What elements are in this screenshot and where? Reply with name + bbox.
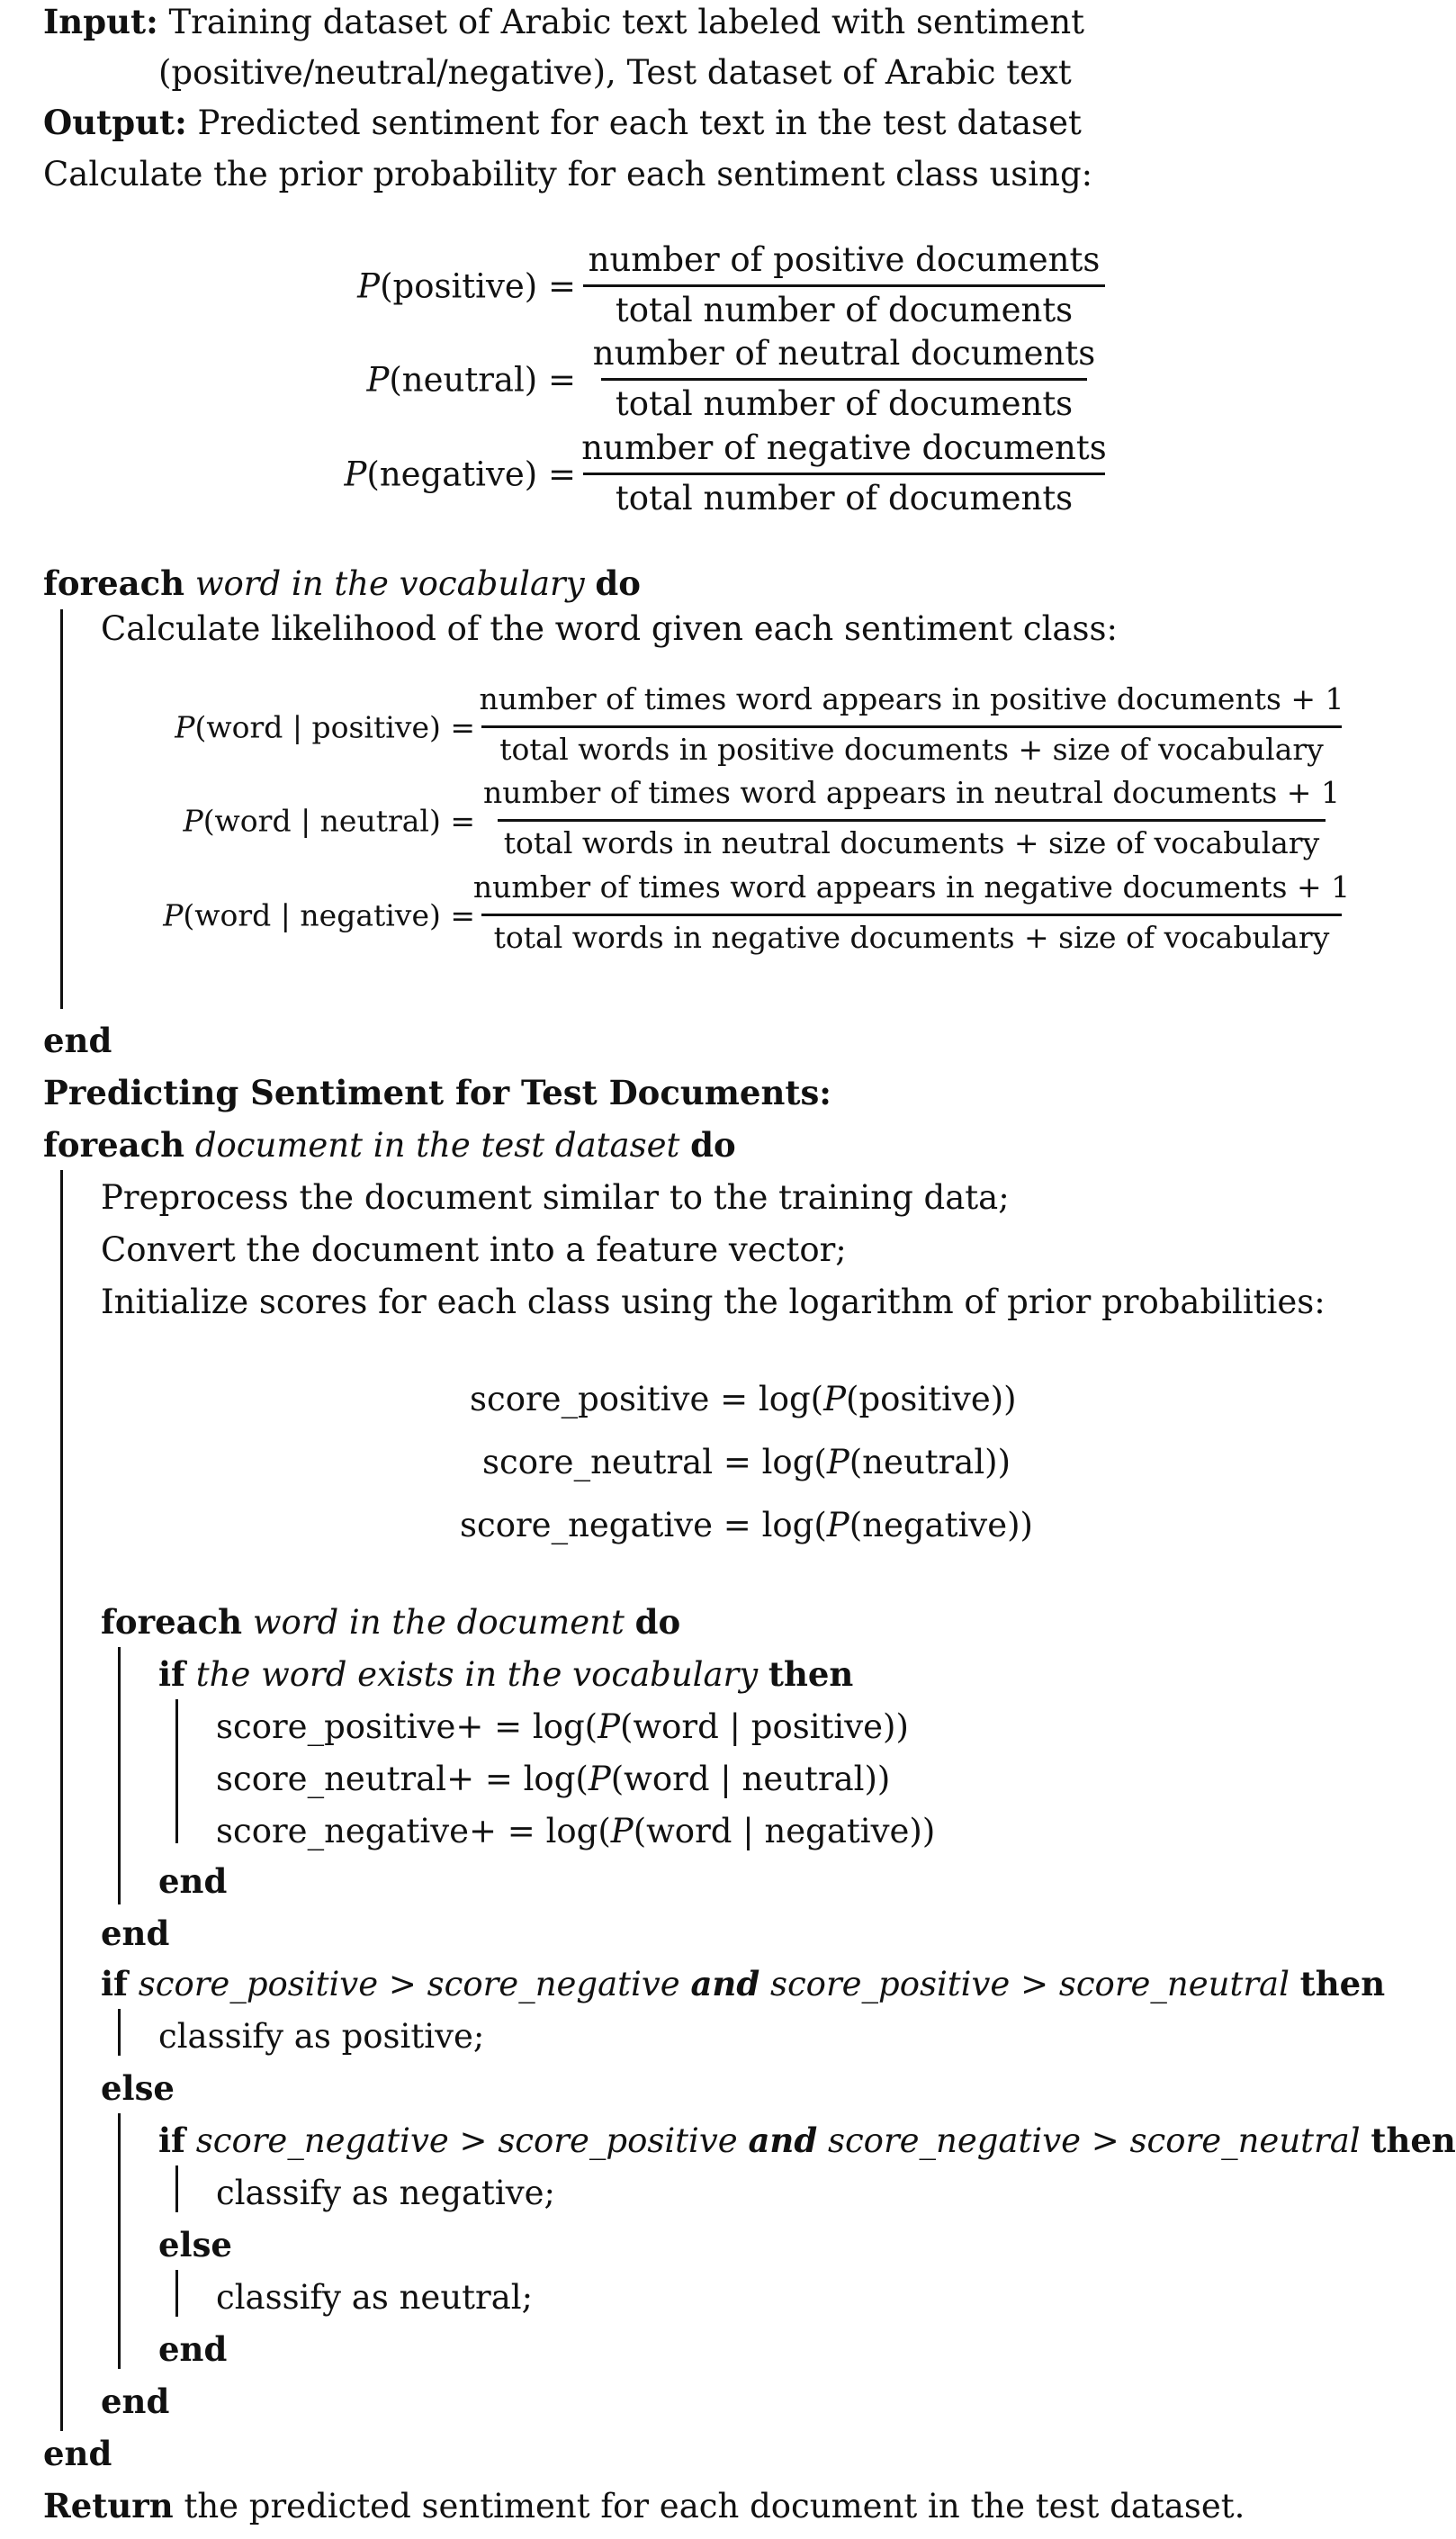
keyword-foreach: foreach: [43, 563, 185, 603]
if1-block-line: [118, 2009, 121, 2056]
predict-heading: Predicting Sentiment for Test Documents:: [43, 1073, 831, 1112]
inner-if-line: [158, 1654, 854, 1694]
vocab-loop-condition: word in the vocabulary: [194, 564, 585, 603]
fraction-denominator: total number of documents: [615, 291, 1074, 329]
vocab-loop-block-line: [60, 609, 63, 1009]
keyword-and: and: [690, 1964, 760, 2003]
predict-foreach-line: [43, 1125, 736, 1165]
if-condition-2: score_negative > score_neutral: [827, 2121, 1361, 2160]
likelihood-eq-lhs: P(word | neutral) =: [183, 803, 475, 839]
keyword-do: do: [634, 1602, 681, 1642]
if-condition-2: score_positive > score_neutral: [769, 1965, 1290, 2003]
keyword-then: then: [1299, 1964, 1386, 2003]
keyword-do: do: [595, 563, 641, 603]
fraction-bar: [481, 914, 1342, 916]
if-condition-1: score_positive > score_negative: [138, 1965, 680, 2003]
output-text: Predicted sentiment for each text in the test dataset: [197, 104, 1082, 142]
inner-loop-condition: word in the document: [252, 1603, 625, 1642]
keyword-then: then: [1371, 2120, 1456, 2160]
input-line-2: [158, 53, 1072, 92]
predict-foreach-end: end: [43, 2434, 112, 2473]
fraction-numerator: number of neutral documents: [592, 334, 1096, 373]
fraction-denominator: total words in neutral documents + size of vocabulary: [503, 825, 1320, 860]
fraction-bar: [481, 725, 1342, 728]
else-1: else: [101, 2068, 175, 2108]
keyword-do: do: [690, 1125, 736, 1165]
inner-if-block-line: [175, 1699, 178, 1843]
score-update-neutral: score_neutral+ = log(P(word | neutral)): [216, 1760, 891, 1798]
inner-foreach-end: end: [101, 1913, 170, 1953]
if2-block-line: [175, 2165, 178, 2212]
predict-step: Initialize scores for each class using the logarithm of prior probabilities:: [101, 1283, 1326, 1321]
classify-neutral: classify as neutral;: [216, 2278, 534, 2317]
keyword-if: if: [101, 1964, 128, 2003]
fraction-bar: [583, 284, 1105, 287]
classify-negative: classify as negative;: [216, 2174, 556, 2212]
if-condition-1: score_negative > score_positive: [195, 2121, 738, 2160]
fraction-numerator: number of negative documents: [581, 428, 1107, 467]
keyword-if: if: [158, 2120, 185, 2160]
likelihood-eq-lhs: P(word | positive) =: [175, 709, 475, 745]
fraction-bar: [583, 473, 1105, 475]
input-text-1: Training dataset of Arabic text labeled with sentiment: [168, 3, 1085, 41]
classify-if-2: [158, 2120, 1456, 2160]
fraction-denominator: total words in positive documents + size of vocabulary: [499, 732, 1324, 767]
else-2: else: [158, 2225, 232, 2264]
prior-eq-lhs: P(positive) =: [357, 266, 576, 306]
input-label: Input:: [43, 2, 158, 41]
fraction-numerator: number of times word appears in neutral documents + 1: [483, 775, 1340, 810]
likelihood-eq-lhs: P(word | negative) =: [163, 897, 475, 933]
inner-if-condition: the word exists in the vocabulary: [195, 1655, 759, 1694]
fraction-numerator: number of times word appears in positive documents + 1: [479, 681, 1344, 716]
if1-end: end: [101, 2381, 170, 2421]
vocab-foreach-line: [43, 563, 641, 603]
classify-if-1: [101, 1964, 1386, 2003]
fraction-bar: [498, 819, 1326, 822]
score-eq-positive: score_positive = log(P(positive)): [470, 1380, 1017, 1418]
inner-loop-block-line: [118, 1647, 121, 1904]
if2-end: end: [158, 2329, 228, 2369]
classify-positive: classify as positive;: [158, 2017, 485, 2056]
predict-step: Preprocess the document similar to the training data;: [101, 1178, 1010, 1217]
input-text-2: (positive/neutral/negative), Test dataset of Arabic text: [158, 53, 1072, 92]
keyword-and: and: [748, 2120, 818, 2160]
fraction-bar: [601, 378, 1087, 381]
keyword-return: Return: [43, 2486, 174, 2525]
score-update-positive: score_positive+ = log(P(word | positive)): [216, 1707, 909, 1746]
else2-block-line: [175, 2270, 178, 2317]
keyword-then: then: [768, 1654, 854, 1694]
keyword-if: if: [158, 1654, 185, 1694]
else1-block-line: [118, 2113, 121, 2369]
fraction-numerator: number of positive documents: [588, 240, 1101, 279]
fraction-denominator: total words in negative documents + size of vocabulary: [493, 920, 1330, 955]
return-line: [43, 2486, 1245, 2525]
vocab-loop-description: Calculate likelihood of the word given each sentiment class:: [101, 609, 1118, 648]
return-text: the predicted sentiment for each document in the test dataset.: [184, 2487, 1245, 2525]
inner-if-end: end: [158, 1861, 228, 1901]
fraction-denominator: total number of documents: [615, 384, 1074, 423]
predict-loop-condition: document in the test dataset: [194, 1126, 680, 1165]
score-update-negative: score_negative+ = log(P(word | negative)): [216, 1812, 936, 1850]
prior-eq-lhs: P(neutral) =: [366, 360, 576, 400]
input-line-1: [43, 2, 1085, 41]
predict-step: Convert the document into a feature vector;: [101, 1230, 847, 1269]
fraction-numerator: number of times word appears in negative documents + 1: [472, 869, 1351, 905]
output-label: Output:: [43, 103, 187, 142]
keyword-foreach: foreach: [43, 1125, 185, 1165]
fraction-denominator: total number of documents: [615, 479, 1074, 518]
score-eq-neutral: score_neutral = log(P(neutral)): [482, 1443, 1011, 1481]
output-line: [43, 103, 1082, 142]
prior-eq-lhs: P(negative) =: [344, 455, 576, 494]
inner-foreach-line: [101, 1602, 681, 1642]
predict-loop-block-line: [60, 1170, 63, 2431]
keyword-foreach: foreach: [101, 1602, 243, 1642]
score-eq-negative: score_negative = log(P(negative)): [460, 1506, 1033, 1544]
prior-intro: Calculate the prior probability for each sentiment class using:: [43, 155, 1093, 194]
vocab-loop-end: end: [43, 1021, 112, 1060]
